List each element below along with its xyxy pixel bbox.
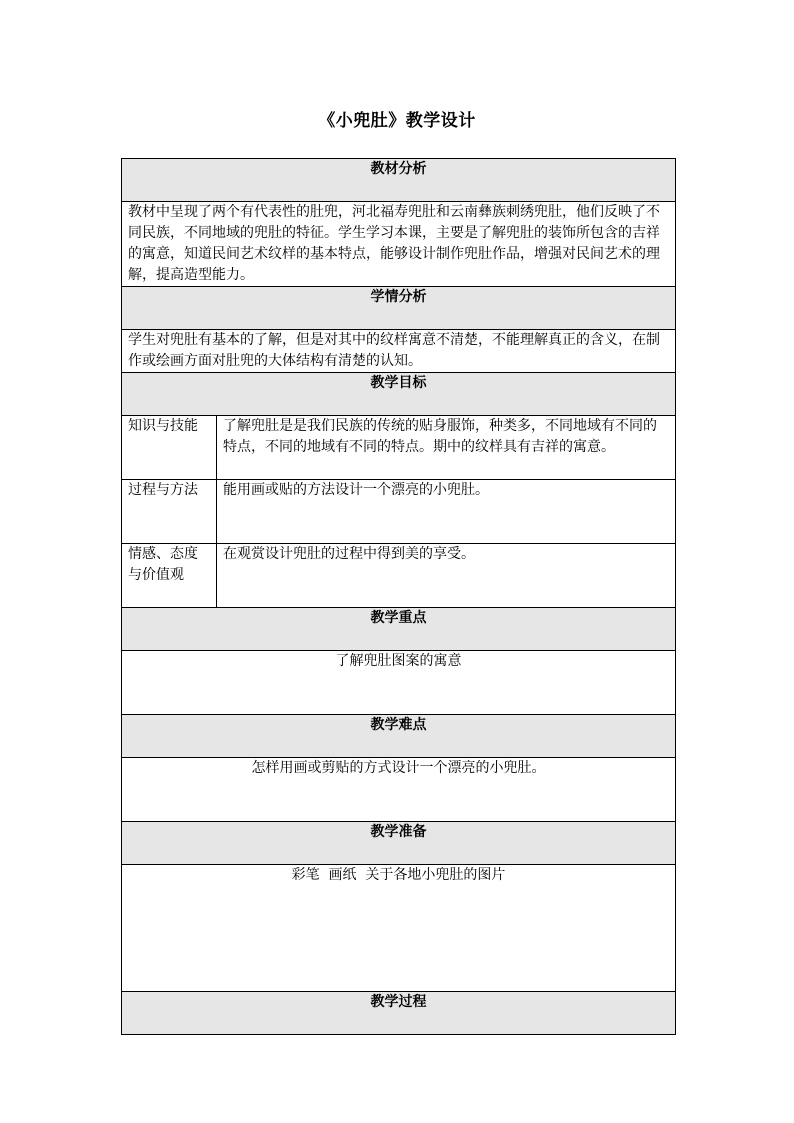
preparation-text: 彩笔 画纸 关于各地小兜肚的图片 — [122, 865, 676, 992]
objective-label-knowledge: 知识与技能 — [122, 416, 217, 480]
preparation-header-row — [122, 822, 676, 865]
preparation-heading: 教学准备 — [122, 822, 676, 865]
difficulties-heading: 教学难点 — [122, 715, 676, 758]
key-points-heading: 教学重点 — [122, 608, 676, 651]
document-title: 《小兜肚》教学设计 — [318, 111, 476, 131]
textbook-analysis-header-row — [122, 159, 676, 202]
student-analysis-header-row — [122, 287, 676, 330]
process-heading: 教学过程 — [122, 992, 676, 1035]
student-analysis-heading: 学情分析 — [122, 287, 676, 330]
objective-label-emotion: 情感、态度与价值观 — [122, 544, 217, 608]
preparation-content-row — [122, 865, 676, 992]
objective-content-emotion: 在观赏设计兜肚的过程中得到美的享受。 — [217, 544, 676, 608]
objective-content-process: 能用画或贴的方法设计一个漂亮的小兜肚。 — [217, 480, 676, 544]
textbook-analysis-heading: 教材分析 — [122, 159, 676, 202]
process-header-row — [122, 992, 676, 1035]
key-points-header-row — [122, 608, 676, 651]
difficulties-content-row — [122, 758, 676, 822]
textbook-analysis-content-row — [122, 202, 676, 287]
difficulties-header-row — [122, 715, 676, 758]
difficulties-text: 怎样用画或剪贴的方式设计一个漂亮的小兜肚。 — [122, 758, 676, 822]
key-points-text: 了解兜肚图案的寓意 — [122, 651, 676, 715]
student-analysis-text: 学生对兜肚有基本的了解，但是对其中的纹样寓意不清楚，不能理解真正的含义，在制作或绘画方面对肚兜的大体结构有清楚的认知。 — [122, 330, 676, 373]
student-analysis-content-row — [122, 330, 676, 373]
objective-content-knowledge: 了解兜肚是是我们民族的传统的贴身服饰，种类多，不同地域有不同的特点，不同的地域有不同的特点。期中的纹样具有吉祥的寓意。 — [217, 416, 676, 480]
objective-label-process: 过程与方法 — [122, 480, 217, 544]
objective-row — [122, 544, 676, 608]
lesson-plan-table — [121, 158, 676, 1035]
objective-row — [122, 480, 676, 544]
objectives-heading: 教学目标 — [122, 373, 676, 416]
key-points-content-row — [122, 651, 676, 715]
objectives-header-row — [122, 373, 676, 416]
textbook-analysis-text: 教材中呈现了两个有代表性的肚兜，河北福寿兜肚和云南彝族刺绣兜肚，他们反映了不同民族，不同地域的兜肚的特征。学生学习本课，主要是了解兜肚的装饰所包含的吉祥的寓意，知道民间艺术纹样的基本特点，能够设计制作兜肚作品，增强对民间艺术的理解，提高造型能力。 — [122, 202, 676, 287]
objective-row — [122, 416, 676, 480]
